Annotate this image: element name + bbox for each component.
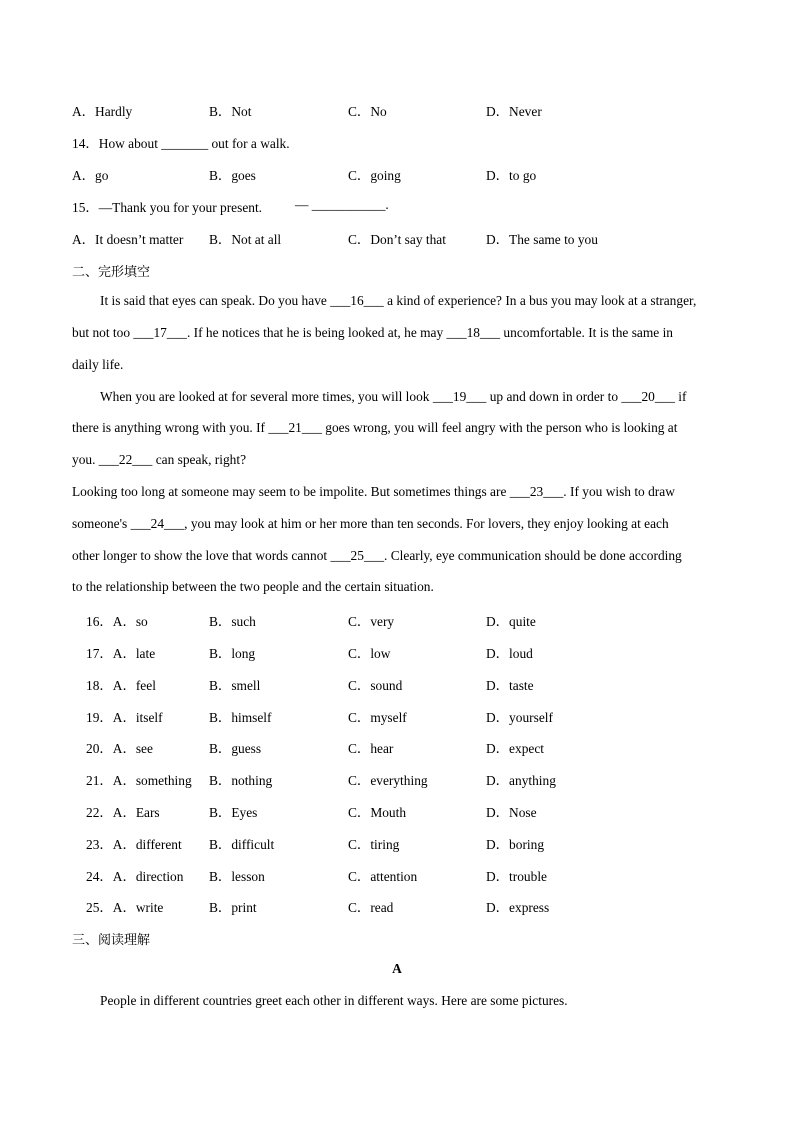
option-c: C．very bbox=[348, 614, 395, 629]
cloze-line: there is anything wrong with you. If ___21___ goes wrong, you will feel angry with the person who is looking at bbox=[72, 420, 678, 435]
cloze-line: but not too ___17___. If he notices that he is being looked at, he may ___18___ uncomfortable. It is the same in bbox=[72, 325, 673, 340]
cloze-line: daily life. bbox=[72, 357, 124, 372]
option-b: B．goes bbox=[209, 168, 256, 183]
option-b: B．Not at all bbox=[209, 232, 282, 247]
option-c: C．hear bbox=[348, 741, 394, 756]
option-d: D．taste bbox=[486, 678, 534, 693]
cloze-option-row bbox=[86, 802, 766, 822]
option-a: 24．A．direction bbox=[86, 869, 184, 884]
cloze-option-row bbox=[86, 611, 766, 631]
cloze-option-row bbox=[86, 738, 766, 758]
option-b: B．Not bbox=[209, 104, 252, 119]
section-title-cloze: 二、完形填空 bbox=[72, 265, 151, 280]
option-b: B．guess bbox=[209, 741, 262, 756]
cloze-line: someone's ___24___, you may look at him or her more than ten seconds. For lovers, they enjoy looking at each bbox=[72, 516, 669, 531]
option-d: D．anything bbox=[486, 773, 556, 788]
option-d: D．boring bbox=[486, 837, 545, 852]
option-d: D．Never bbox=[486, 104, 542, 119]
option-b: B．nothing bbox=[209, 773, 273, 788]
blank-18: ___18___ bbox=[446, 325, 501, 340]
q13-options bbox=[72, 101, 752, 121]
cloze-option-row bbox=[86, 866, 766, 886]
option-d: D．The same to you bbox=[486, 232, 598, 247]
cloze-option-row bbox=[86, 643, 766, 663]
option-d: D．express bbox=[486, 900, 550, 915]
option-d: D．Nose bbox=[486, 805, 537, 820]
blank-23: ___23___ bbox=[509, 484, 564, 499]
q15-options bbox=[72, 229, 752, 249]
option-d: D．yourself bbox=[486, 710, 553, 725]
blank-17: ___17___ bbox=[133, 325, 187, 340]
cloze-option-row bbox=[86, 834, 766, 854]
option-a: 17．A．late bbox=[86, 646, 156, 661]
option-c: C．attention bbox=[348, 869, 418, 884]
option-b: B．lesson bbox=[209, 869, 265, 884]
option-d: D．to go bbox=[486, 168, 537, 183]
option-b: B．print bbox=[209, 900, 257, 915]
cloze-line: you. ___22___ can speak, right? bbox=[72, 452, 247, 467]
q15-response: — ___________. bbox=[295, 197, 389, 212]
option-c: C．No bbox=[348, 104, 387, 119]
option-a: 19．A．itself bbox=[86, 710, 163, 725]
option-a: 18．A．feel bbox=[86, 678, 156, 693]
option-a: A．It doesn’t matter bbox=[72, 232, 184, 247]
option-c: C．tiring bbox=[348, 837, 400, 852]
option-b: B．such bbox=[209, 614, 256, 629]
passage-intro: People in different countries greet each other in different ways. Here are some pictures. bbox=[100, 993, 568, 1008]
option-c: C．low bbox=[348, 646, 391, 661]
option-c: C．going bbox=[348, 168, 401, 183]
q14-options bbox=[72, 165, 752, 185]
option-c: C．myself bbox=[348, 710, 407, 725]
q15-stem: 15．—Thank you for your present. bbox=[72, 200, 263, 215]
blank-24: ___24___ bbox=[130, 516, 185, 531]
option-a: 21．A．something bbox=[86, 773, 192, 788]
section-title-reading: 三、阅读理解 bbox=[72, 933, 151, 948]
option-d: D．loud bbox=[486, 646, 533, 661]
option-b: B．difficult bbox=[209, 837, 275, 852]
cloze-line: to the relationship between the two people and the certain situation. bbox=[72, 579, 434, 594]
cloze-line: When you are looked at for several more times, you will look ___19___ up and down in order to ___20___ if bbox=[100, 389, 687, 404]
option-a: 23．A．different bbox=[86, 837, 182, 852]
option-b: B．smell bbox=[209, 678, 261, 693]
blank-22: ___22___ bbox=[98, 452, 153, 467]
blank-16: ___16___ bbox=[330, 293, 384, 308]
passage-label: A bbox=[392, 961, 402, 976]
blank-25: ___25___ bbox=[330, 548, 385, 563]
answer-blank: ___________ bbox=[311, 197, 386, 212]
option-a: A．go bbox=[72, 168, 109, 183]
blank-19: ___19___ bbox=[432, 389, 487, 404]
cloze-line: Looking too long at someone may seem to be impolite. But sometimes things are ___23___. If you wish to draw bbox=[72, 484, 675, 499]
option-d: D．trouble bbox=[486, 869, 547, 884]
cloze-line: other longer to show the love that words cannot ___25___. Clearly, eye communication should be done according bbox=[72, 548, 682, 563]
option-b: B．Eyes bbox=[209, 805, 258, 820]
cloze-line: It is said that eyes can speak. Do you have ___16___ a kind of experience? In a bus you may look at a stranger, bbox=[100, 293, 697, 308]
option-c: C．everything bbox=[348, 773, 428, 788]
option-b: B．himself bbox=[209, 710, 272, 725]
option-d: D．expect bbox=[486, 741, 545, 756]
option-c: C．Don’t say that bbox=[348, 232, 446, 247]
answer-blank: _______ bbox=[161, 136, 209, 151]
option-b: B．long bbox=[209, 646, 256, 661]
option-d: D．quite bbox=[486, 614, 536, 629]
blank-21: ___21___ bbox=[268, 420, 322, 435]
option-a: 22．A．Ears bbox=[86, 805, 160, 820]
option-c: C．sound bbox=[348, 678, 403, 693]
option-a: 25．A．write bbox=[86, 900, 164, 915]
q14-stem: 14．How about _______ out for a walk. bbox=[72, 136, 290, 151]
option-c: C．Mouth bbox=[348, 805, 407, 820]
cloze-option-row bbox=[86, 770, 766, 790]
option-c: C．read bbox=[348, 900, 394, 915]
cloze-option-row bbox=[86, 675, 766, 695]
option-a: 20．A．see bbox=[86, 741, 153, 756]
option-a: A．Hardly bbox=[72, 104, 133, 119]
cloze-option-row bbox=[86, 707, 766, 727]
blank-20: ___20___ bbox=[621, 389, 675, 404]
option-a: 16．A．so bbox=[86, 614, 148, 629]
cloze-option-row bbox=[86, 897, 766, 917]
